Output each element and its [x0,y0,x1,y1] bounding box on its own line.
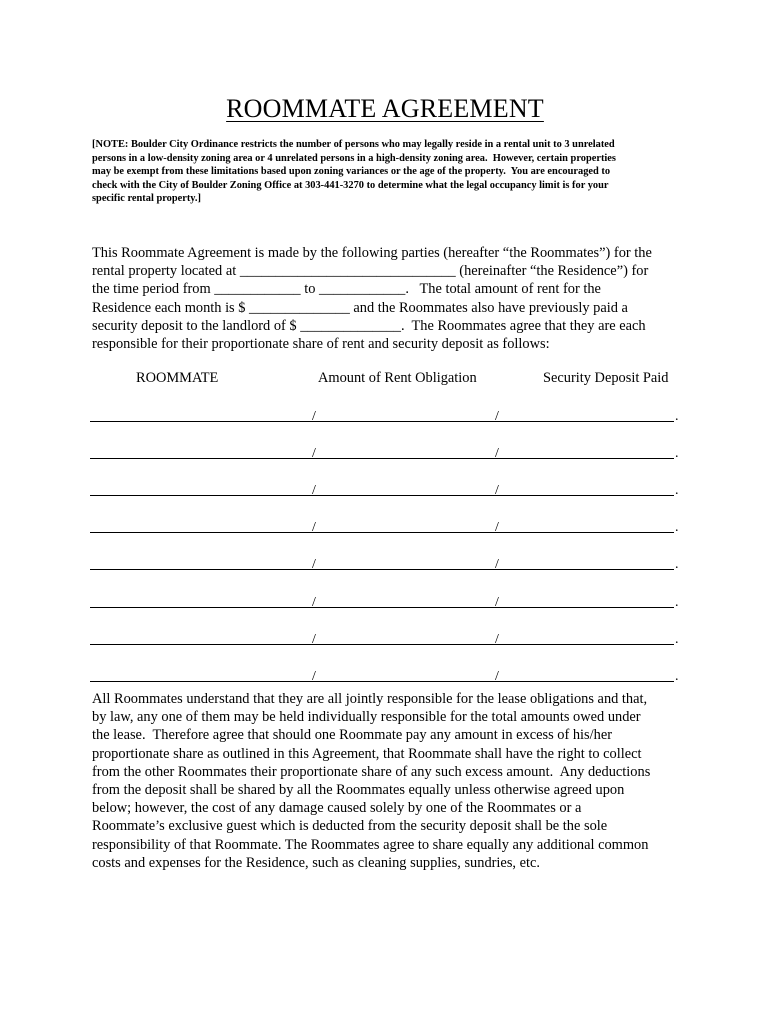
rent-obligation-blank[interactable] [310,495,496,496]
zoning-note: [NOTE: Boulder City Ordinance restricts the number of persons who may legally reside in a rental unit to 3 unrelated persons in a low-density zoning area or 4 unrelated persons in a high-density zoning area. However, certain properties may be exempt from these limitations based upon zoning variances or the age of the property. You are encouraged to check with the City of Boulder Zoning Office at 303-441-3270 to determine what the legal occupancy limit is for your specific rental property.] [92,139,616,205]
security-deposit-blank[interactable] [496,532,674,533]
row-end-mark: . [675,631,679,647]
row-end-mark: . [675,668,679,684]
rent-obligation-blank[interactable] [310,644,496,645]
table-row [90,517,679,536]
security-deposit-blank[interactable] [496,569,674,570]
roommate-name-blank[interactable] [90,607,310,608]
column-separator: / [312,557,316,573]
security-deposit-blank[interactable] [496,421,674,422]
roommate-name-blank[interactable] [90,644,310,645]
roommate-name-blank[interactable] [90,495,310,496]
closing-paragraph: All Roommates understand that they are all jointly responsible for the lease obligations and that, by law, any one of them may be held individually responsible for the total amounts owed under the lease. Therefore agree that should one Roommate pay any amount in excess of his/her proportionate share as outlined in this Agreement, that Roommate shall have the right to collect from the other Roommates their proportionate share of any such excess amount. Any deductions from the deposit shall be shared by all the Roommates equally unless otherwise agreed upon below; however, the cost of any damage caused solely by one of the Roommates or a Roommate’s exclusive guest which is deducted from the security deposit shall be the sole responsibility of that Roommate. The Roommates agree to share equally any additional common costs and expenses for the Residence, such as cleaning supplies, sundries, etc. [92,691,651,871]
column-separator: / [495,520,499,536]
column-separator: / [495,409,499,424]
column-separator: / [495,446,499,462]
rent-obligation-blank[interactable] [310,681,496,682]
column-separator: / [495,631,499,647]
row-end-mark: . [675,557,679,573]
rent-obligation-blank[interactable] [310,607,496,608]
security-deposit-blank[interactable] [496,607,674,608]
security-deposit-blank[interactable] [496,644,674,645]
column-separator: / [495,483,499,499]
table-row [90,666,678,682]
column-separator: / [312,409,316,424]
rent-obligation-blank[interactable] [310,458,496,459]
security-deposit-blank[interactable] [496,458,674,459]
row-end-mark: . [675,520,679,536]
roommate-name-blank[interactable] [90,421,310,422]
security-deposit-blank[interactable] [496,495,674,496]
rent-obligation-blank[interactable] [310,532,496,533]
row-end-mark: . [675,483,679,499]
column-separator: / [495,594,499,610]
column-separator: / [312,594,316,610]
table-row [90,592,678,608]
rent-obligation-blank[interactable] [310,569,496,570]
security-deposit-blank[interactable] [496,681,674,682]
roommate-name-blank[interactable] [90,681,310,682]
column-separator: / [495,557,499,573]
column-separator: / [495,668,499,684]
row-end-mark: . [675,594,679,610]
table-row [90,480,679,499]
roommate-name-blank[interactable] [90,532,310,533]
table-row [90,406,678,422]
column-separator: / [312,668,316,684]
header-security-deposit: Security Deposit Paid [543,370,669,386]
column-separator: / [312,520,316,536]
roommate-name-blank[interactable] [90,458,310,459]
column-separator: / [312,631,316,647]
table-row [90,443,679,462]
table-row [90,554,679,573]
rent-obligation-blank[interactable] [310,421,496,422]
header-rent-obligation: Amount of Rent Obligation [318,370,477,386]
intro-paragraph: This Roommate Agreement is made by the following parties (hereafter “the Roommates”) for the rental property located at ______________________________ (hereinafter “the Residence”) for the time period from ____________ to ____________. The total amount of rent for the Residence each month is $ ______________ and the Roommates also have previously paid a security deposit to the landlord of $ ______________. The Roommates agree that they are each responsible for their proportionate share of rent and security deposit as follows: [92,245,652,353]
page-title: ROOMMATE AGREEMENT [226,94,544,123]
roommate-name-blank[interactable] [90,569,310,570]
column-separator: / [312,446,316,462]
row-end-mark: . [675,446,679,462]
header-roommate: ROOMMATE [136,370,219,386]
table-row [90,629,678,645]
column-separator: / [312,483,316,499]
row-end-mark: . [675,409,679,424]
